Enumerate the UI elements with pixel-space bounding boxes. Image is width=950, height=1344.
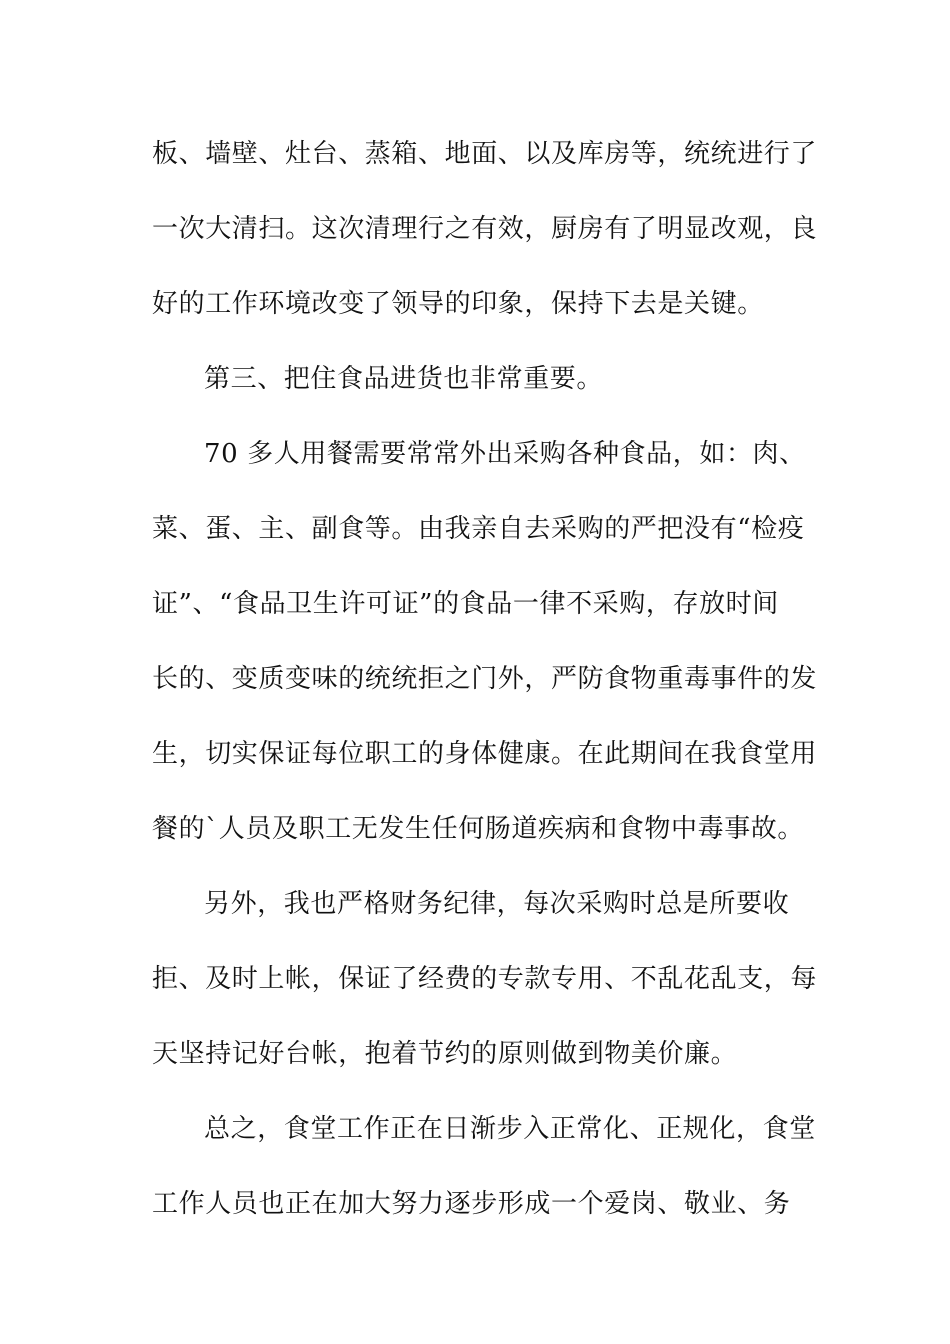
text-line-10: 餐的`人员及职工无发生任何肠道疾病和食物中毒事故。 — [152, 814, 805, 844]
text-line-4: 第三、把住食品进货也非常重要。 — [204, 364, 604, 394]
body-text — [152, 129, 818, 1254]
text-line-1: 板、墙壁、灶台、蒸箱、地面、以及库房等，统统进行了 — [152, 139, 818, 169]
text-line-5: 70 多人用餐需要常常外出采购各种食品，如：肉、 — [204, 439, 806, 469]
text-line-11: 另外，我也严格财务纪律，每次采购时总是所要收 — [204, 889, 790, 919]
text-line-9: 生，切实保证每位职工的身体健康。在此期间在我食堂用 — [152, 739, 818, 769]
text-line-2: 一次大清扫。这次清理行之有效，厨房有了明显改观，良 — [152, 214, 818, 244]
text-line-12: 拒、及时上帐，保证了经费的专款专用、不乱花乱支，每 — [152, 964, 818, 994]
text-line-7: 证”、“食品卫生许可证”的食品一律不采购，存放时间 — [152, 589, 779, 619]
text-line-3: 好的工作环境改变了领导的印象，保持下去是关键。 — [152, 289, 764, 319]
text-line-8: 长的、变质变味的统统拒之门外，严防食物重毒事件的发 — [152, 664, 818, 694]
text-line-6: 菜、蛋、主、副食等。由我亲自去采购的严把没有“检疫 — [152, 514, 805, 544]
text-line-15: 工作人员也正在加大努力逐步形成一个爱岗、敬业、务 — [152, 1189, 791, 1219]
text-line-13: 天坚持记好台帐，抱着节约的原则做到物美价廉。 — [152, 1039, 738, 1069]
text-line-14: 总之，食堂工作正在日渐步入正常化、正规化，食堂 — [204, 1114, 816, 1144]
